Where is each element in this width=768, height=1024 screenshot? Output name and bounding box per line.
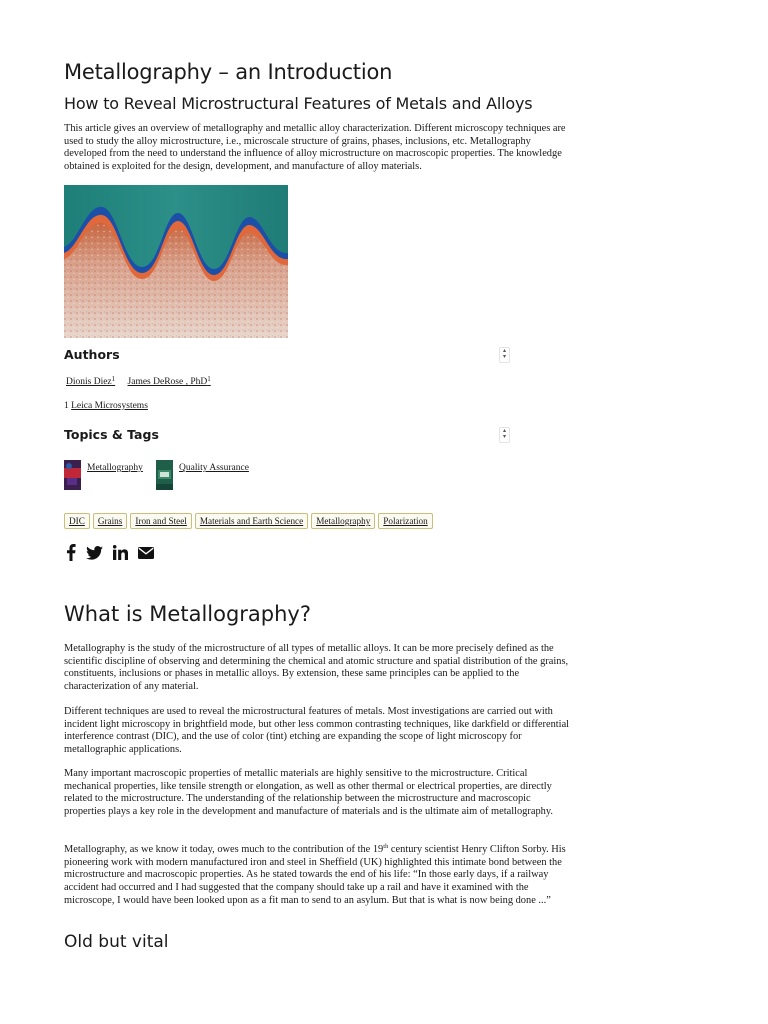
tag-grains[interactable]: Grains	[93, 513, 128, 529]
tag-polarization[interactable]: Polarization	[378, 513, 432, 529]
tag-materials-and-earth-science[interactable]: Materials and Earth Science	[195, 513, 308, 529]
page-subtitle: How to Reveal Microstructural Features of Metals and Alloys	[64, 94, 533, 113]
topic-link-metallography[interactable]: Metallography	[87, 463, 143, 473]
quality-assurance-thumbnail-image	[156, 460, 173, 490]
intro-paragraph: This article gives an overview of metallography and metallic alloy characterization. Different microscopy techniques are used to study the alloy microstructure, i.e., microscale structure of grains, phases, inclusions, etc. Metallography developed from the need to understand the influence of alloy microstructure on macroscopic properties. The knowledge obtained is exploited for the design, development, and manufacture of alloy materials.	[64, 123, 566, 173]
authors-heading[interactable]: Authors ▴ ▾	[64, 347, 510, 362]
topic-quality-assurance[interactable]	[156, 460, 249, 490]
authors-list	[64, 375, 211, 387]
author-link-1[interactable]: Dionis Diez$^1$	[66, 375, 116, 387]
body-paragraph-3: Many important macroscopic properties of metallic materials are highly sensitive to the microstructure. Critical mechanical properties, like tensile strength or elongation, as well as other thermal or electrical properties, are directly related to the microstructure. The understanding of the relationship between the microstructure and macroscopic properties plays a key role in the development and manufacture of materials and is the ultimate aim of metallography.	[64, 768, 553, 818]
collapse-toggle-icon[interactable]: ▴ ▾	[499, 427, 510, 443]
page-title: Metallography – an Introduction	[64, 60, 393, 84]
metallography-thumbnail-image	[64, 460, 81, 490]
collapse-toggle-icon[interactable]: ▴ ▾	[499, 347, 510, 363]
author-link-2[interactable]: James DeRose , PhD$^1$	[127, 375, 211, 387]
tag-iron-and-steel[interactable]: Iron and Steel	[130, 513, 192, 529]
body-paragraph-2: Different techniques are used to reveal the microstructural features of metals. Most investigations are carried out with incident light microscopy in brightfield mode, but other less common contrasting techniques, like darkfield or differential interference contrast (DIC), and the use of color (tint) etching are expanding the scope of light microscopy for metallographic applications.	[64, 706, 570, 756]
share-bar	[66, 544, 154, 561]
body-paragraph-1: Metallography is the study of the microstructure of all types of metallic alloys. It can be more precisely defined as the scientific discipline of observing and determining the chemical and atomic structure and spatial distribution of the grains, constituents, inclusions or phases in metallic alloys. By extension, these same principles can be applied to the characterization of any material.	[64, 643, 569, 693]
email-icon[interactable]	[138, 547, 154, 559]
linkedin-icon[interactable]	[113, 545, 128, 560]
topic-link-quality-assurance[interactable]: Quality Assurance	[179, 463, 249, 473]
hero-micrograph-image	[64, 185, 288, 338]
section-subheading-old-but-vital: Old but vital	[64, 932, 169, 952]
affiliation: 1 Leica Microsystems	[64, 401, 148, 411]
body-paragraph-4: Metallography, as we know it today, owes much to the contribution of the 19th century scientist Henry Clifton Sorby. His pioneering work with modern manufactured iron and steel in Sheffield (UK) highlighted this intimate bond between the microstructure and macroscopic properties. As he stated towards the end of his life: “In those early days, if a railway accident had occurred and I had suggested that the company should take up a rail and have it examined with the microscope, I would have been looked upon as a fit man to send to an asylum. But that is what is now being done ...”	[64, 843, 566, 906]
tag-list	[64, 513, 433, 529]
affiliation-link[interactable]: Leica Microsystems	[71, 401, 148, 411]
topics-heading[interactable]: Topics & Tags ▴ ▾	[64, 427, 510, 442]
facebook-icon[interactable]	[66, 544, 76, 561]
section-heading-what-is-metallography: What is Metallography?	[64, 602, 312, 626]
twitter-icon[interactable]	[86, 546, 103, 560]
topic-metallography[interactable]	[64, 460, 143, 490]
tag-dic[interactable]: DIC	[64, 513, 90, 529]
tag-metallography[interactable]: Metallography	[311, 513, 375, 529]
